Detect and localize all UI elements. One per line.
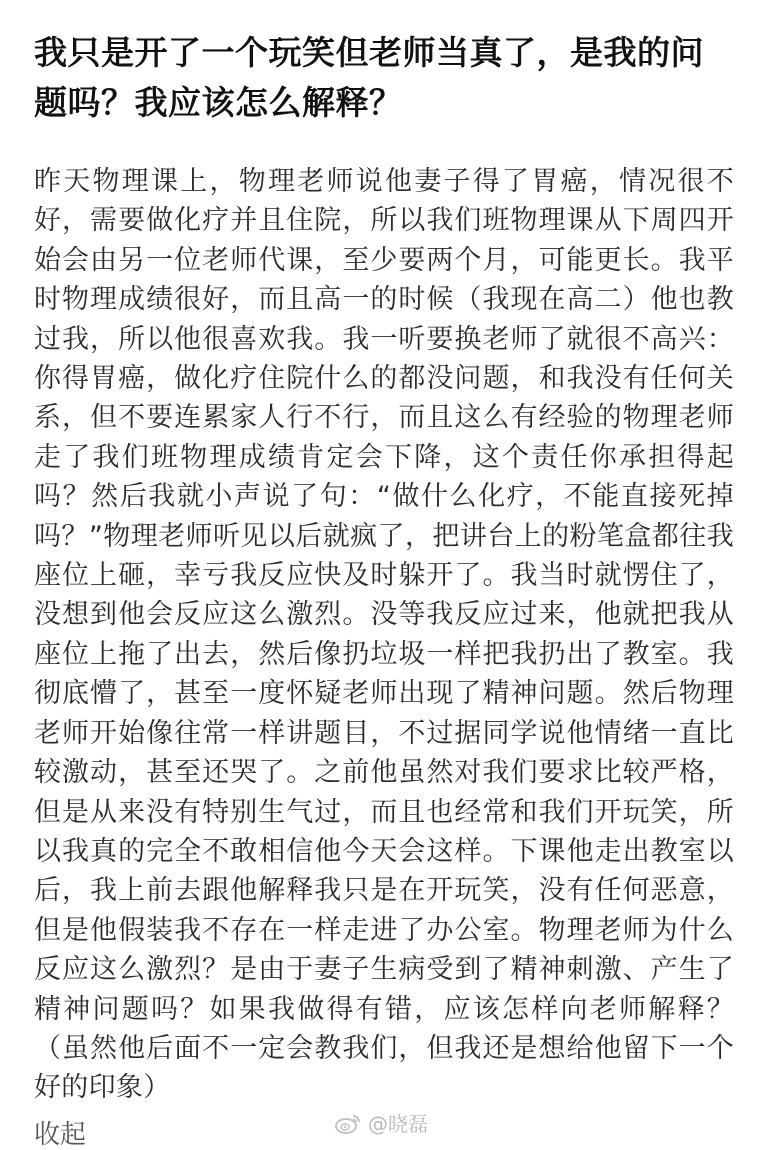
weibo-icon: [334, 1113, 362, 1135]
post-footer: [0, 1110, 768, 1150]
collapse-button[interactable]: 收起: [34, 1120, 87, 1150]
post-body: 昨天物理课上，物理老师说他妻子得了胃癌，情况很不好，需要做化疗并且住院，所以我们班物理课从下周四开始会由另一位老师代课，至少要两个月，可能更长。我平时物理成绩很好，而且高一的时候（我现在高二）他也教过我，所以他很喜欢我。我一听要换老师了就很不高兴：你得胃癌，做化疗住院什么的都没问题，和我没有任何关系，但不要连累家人行不行，而且这么有经验的物理老师走了我们班物理成绩肯定会下降，这个责任你承担得起吗？然后我就小声说了句：“做什么化疗，不能直接死掉吗？”物理老师听见以后就疯了，把讲台上的粉笔盒都往我座位上砸，幸亏我反应快及时躲开了。我当时就愣住了，没想到他会反应这么激烈。没等我反应过来，他就把我从座位上拖了出去，然后像扔垃圾一样把我扔出了教室。我彻底懵了，甚至一度怀疑老师出现了精神问题。然后物理老师开始像往常一样讲题目，不过据同学说他情绪一直比较激动，甚至还哭了。之前他虽然对我们要求比较严格，但是从来没有特别生气过，而且也经常和我们开玩笑，所以我真的完全不敢相信他今天会这样。下课他走出教室以后，我上前去跟他解释我只是在开玩笑，没有任何恶意，但是他假装我不存在一样走进了办公室。物理老师为什么反应这么激烈？是由于妻子生病受到了精神刺激、产生了精神问题吗？如果我做得有错，应该怎样向老师解释？（虽然他后面不一定会教我们，但我还是想给他留下一个好的印象）: [34, 166, 734, 1104]
post-title: 我只是开了一个玩笑但老师当真了，是我的问题吗？我应该怎么解释？: [34, 33, 704, 122]
watermark: [334, 1112, 428, 1136]
watermark-text: @晓磊: [368, 1112, 428, 1136]
